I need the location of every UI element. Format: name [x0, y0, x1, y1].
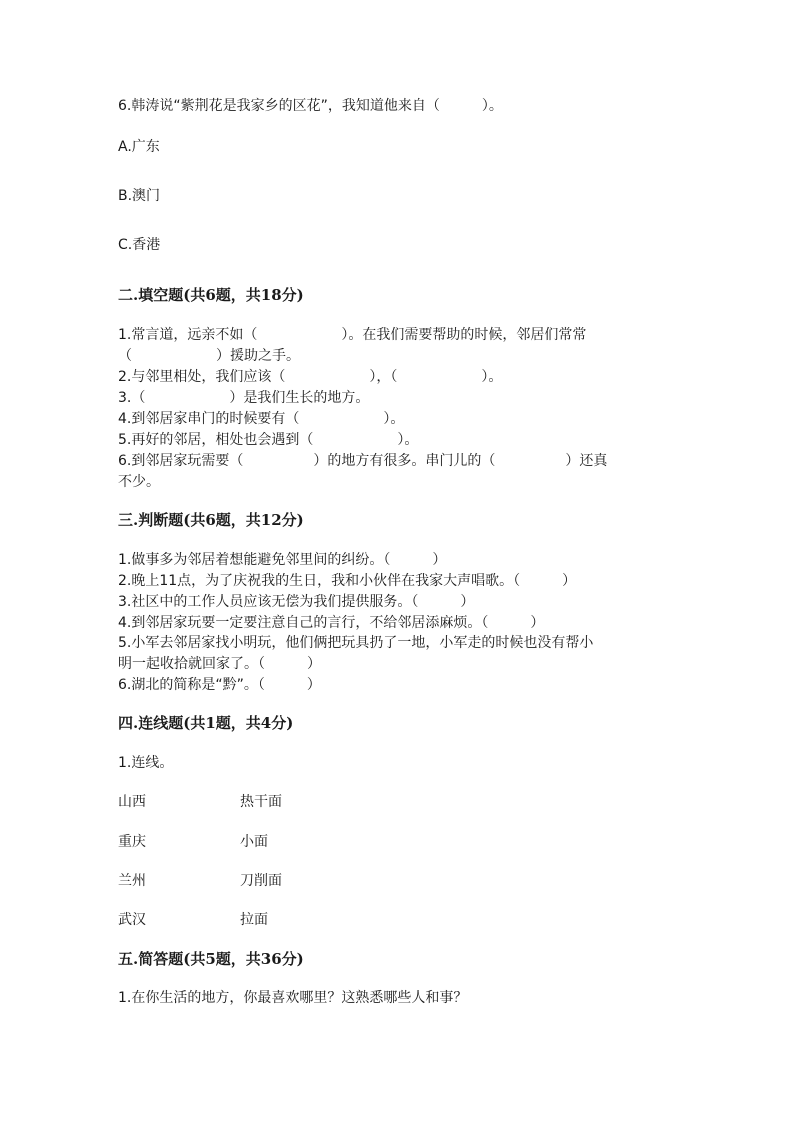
- match-right-item: 刀削面: [240, 873, 282, 889]
- fill-line: 2.与邻里相处，我们应该（ ），（ ）。: [118, 369, 503, 385]
- fill-line: 6.到邻居家玩需要（ ）的地方有很多。串门儿的（ ）还真: [118, 453, 608, 469]
- judge-line: 1.做事多为邻居着想能避免邻里间的纠纷。（ ）: [118, 552, 447, 568]
- section-heading-true-false: 三.判断题(共6题，共12分): [118, 511, 304, 529]
- fill-line: 3.（ ）是我们生长的地方。: [118, 390, 370, 406]
- match-right-item: 拉面: [240, 912, 268, 928]
- judge-line: 5.小军去邻居家找小明玩，他们俩把玩具扔了一地，小军走的时候也没有帮小: [118, 635, 594, 651]
- short-answer-question: 1.在你生活的地方，你最喜欢哪里？这熟悉哪些人和事？: [118, 990, 468, 1006]
- fill-line: 1.常言道，远亲不如（ ）。在我们需要帮助的时候，邻居们常常: [118, 327, 587, 343]
- option-b: B.澳门: [118, 188, 161, 204]
- judge-line: 明一起收拾就回家了。（ ）: [118, 656, 321, 672]
- match-right-item: 小面: [240, 834, 268, 850]
- fill-line: （ ）援助之手。: [118, 348, 300, 364]
- option-c: C.香港: [118, 237, 161, 253]
- section-heading-short-answer: 五.简答题(共5题，共36分): [118, 950, 304, 968]
- match-left-item: 武汉: [118, 912, 146, 928]
- match-right-item: 热干面: [240, 794, 282, 810]
- match-left-item: 兰州: [118, 873, 146, 889]
- fill-line: 不少。: [118, 474, 160, 490]
- choice-question-6: 6.韩涛说“紫荆花是我家乡的区花”，我知道他来自（ ）。: [118, 98, 503, 114]
- match-left-item: 重庆: [118, 834, 146, 850]
- fill-line: 5.再好的邻居，相处也会遇到（ ）。: [118, 432, 419, 448]
- match-left-item: 山西: [118, 794, 146, 810]
- section-heading-fill-blank: 二.填空题(共6题，共18分): [118, 286, 304, 304]
- option-a: A.广东: [118, 139, 160, 155]
- matching-question: 1.连线。: [118, 755, 174, 771]
- judge-line: 4.到邻居家玩要一定要注意自己的言行，不给邻居添麻烦。（ ）: [118, 615, 545, 631]
- judge-line: 6.湖北的简称是“黔”。（ ）: [118, 677, 321, 693]
- judge-line: 3.社区中的工作人员应该无偿为我们提供服务。（ ）: [118, 594, 475, 610]
- section-heading-matching: 四.连线题(共1题，共4分): [118, 714, 294, 732]
- fill-line: 4.到邻居家串门的时候要有（ ）。: [118, 411, 405, 427]
- judge-line: 2.晚上11点，为了庆祝我的生日，我和小伙伴在我家大声唱歌。（ ）: [118, 573, 577, 589]
